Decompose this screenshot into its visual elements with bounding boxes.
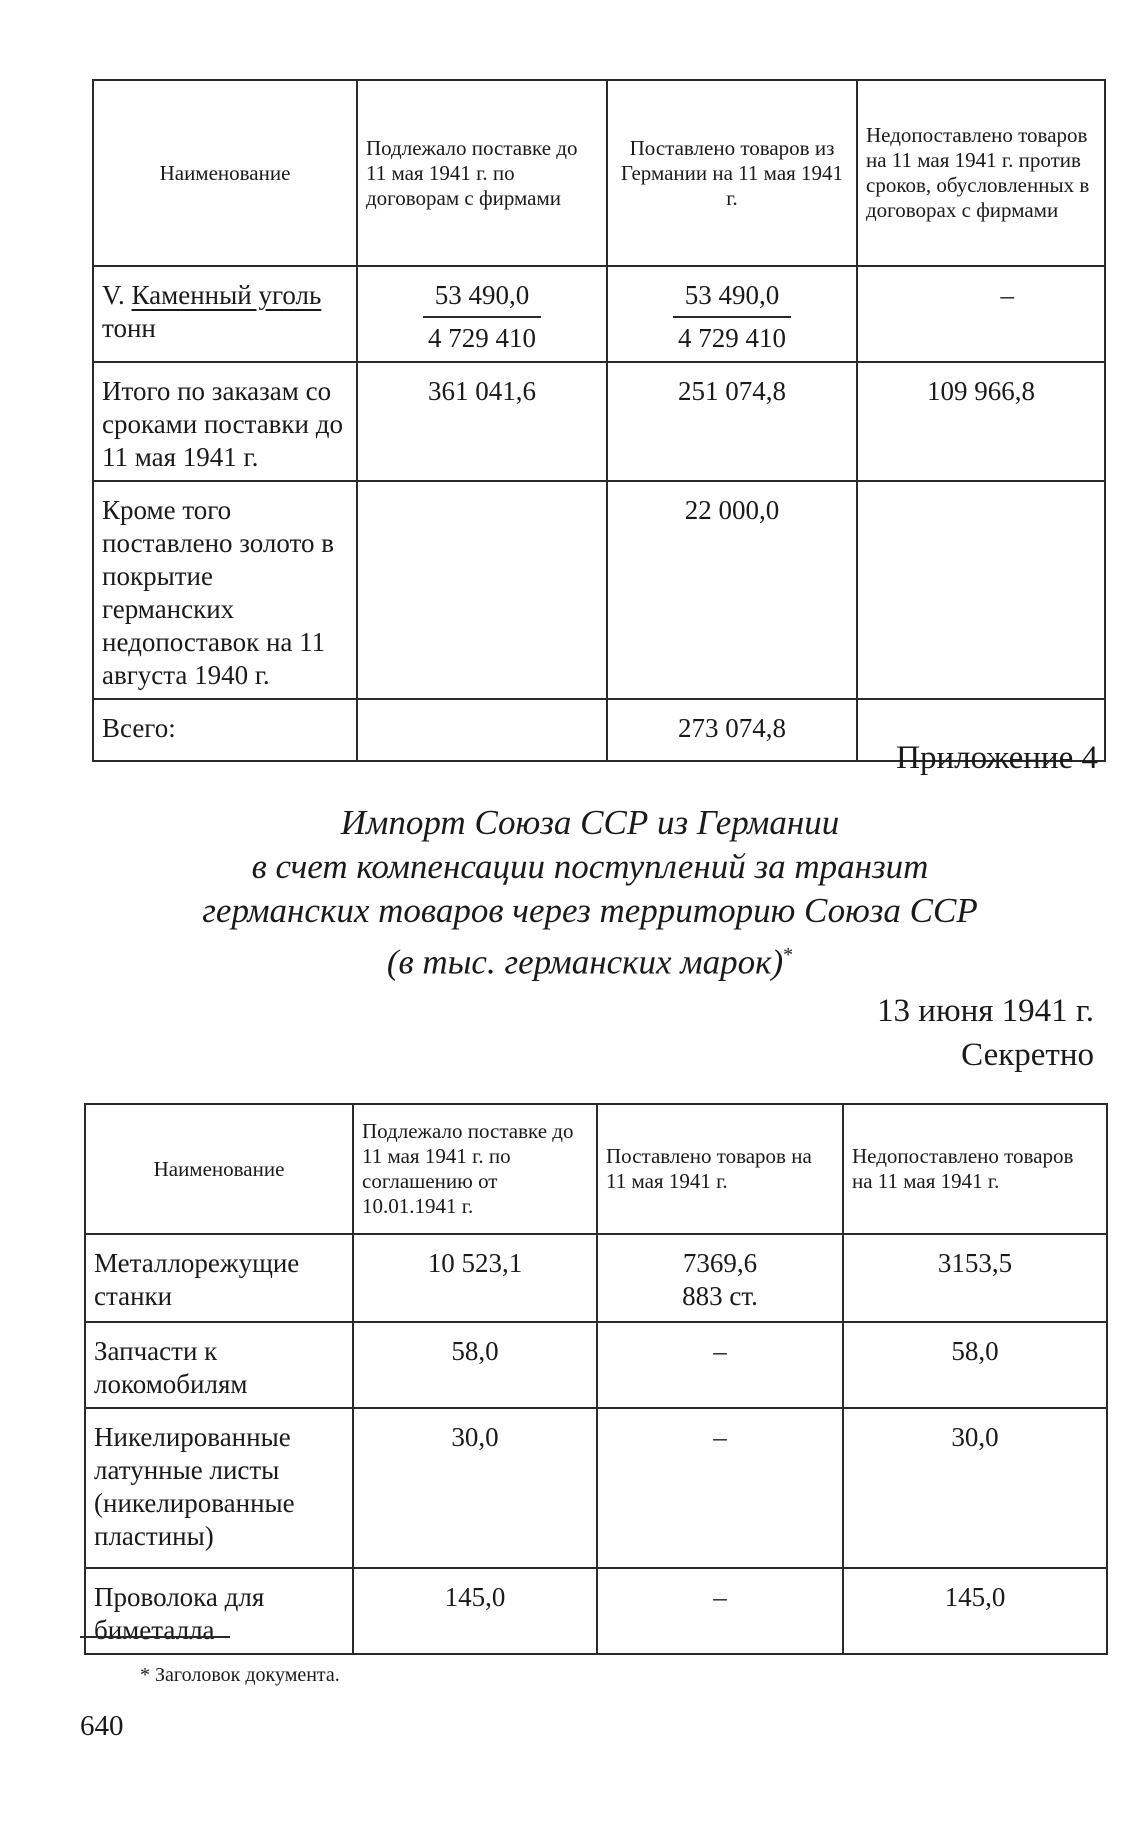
row-name-total-orders: Итого по заказам со сроками поставки до 11 мая 1941 г.	[93, 362, 357, 481]
cell-delivered: –	[597, 1322, 843, 1408]
header-due: Подлежало поставке до 11 мая 1941 г. по соглашению от 10.01.1941 г.	[353, 1104, 597, 1234]
header-name: Наименование	[93, 80, 357, 266]
classification-label: Секретно	[961, 1037, 1094, 1073]
cell-due: 58,0	[353, 1322, 597, 1408]
header-delivered: Поставлено товаров на 11 мая 1941 г.	[597, 1104, 843, 1234]
header-shortfall: Недопоставлено товаров на 11 мая 1941 г.	[843, 1104, 1107, 1234]
table-header-row	[85, 1104, 1107, 1234]
fraction: $\frac{53 490,0}{4 729 410}$	[423, 279, 542, 355]
cell-due: 10 523,1	[353, 1234, 597, 1322]
document-date: 13 июня 1941 г.	[877, 993, 1094, 1029]
cell-due: 30,0	[353, 1408, 597, 1568]
cell-due: 145,0	[353, 1568, 597, 1654]
document-title: Импорт Союза ССР из Германии в счет компенсации поступлений за транзит германских товаров через территорию Союза ССР (в тыс. германских марок)*	[202, 803, 978, 982]
table-header-row	[93, 80, 1105, 266]
fraction: $\frac{53 490,0}{4 729 410}$	[673, 279, 792, 355]
table-row	[85, 1322, 1107, 1408]
cell-due	[357, 266, 607, 362]
cell-shortfall: 109 966,8	[857, 362, 1105, 481]
cell-shortfall: 58,0	[843, 1322, 1107, 1408]
cell-delivered: –	[597, 1568, 843, 1654]
table-row	[85, 1568, 1107, 1654]
cell-shortfall	[857, 481, 1105, 699]
cell-delivered: –	[597, 1408, 843, 1568]
row-name-gold: Кроме того поставлено золото в покрытие германских недопоставок на 11 августа 1940 г.	[93, 481, 357, 699]
row-name: Никелированные латунные листы (никелированные пластины)	[85, 1408, 353, 1568]
footnote-mark: *	[783, 944, 794, 966]
row-name: Проволока для биметалла	[85, 1568, 353, 1654]
cell-delivered: 7369,6 883 ст.	[597, 1234, 843, 1322]
cell-delivered: 251 074,8	[607, 362, 857, 481]
table-row	[93, 362, 1105, 481]
header-delivered: Поставлено товаров из Германии на 11 мая 1941 г.	[607, 80, 857, 266]
table-row	[93, 481, 1105, 699]
cell-shortfall: 30,0	[843, 1408, 1107, 1568]
header-shortfall: Недопоставлено товаров на 11 мая 1941 г. против сроков, обусловленных в договорах с фирмами	[857, 80, 1105, 266]
cell-shortfall: 145,0	[843, 1568, 1107, 1654]
row-name-grand-total: Всего:	[93, 699, 357, 761]
cell-due: 361 041,6	[357, 362, 607, 481]
row-name: Металлорежущие станки	[85, 1234, 353, 1322]
cell-due	[357, 699, 607, 761]
import-compensation-table	[84, 1103, 1108, 1655]
cell-delivered: 22 000,0	[607, 481, 857, 699]
row-name: Запчасти к локомобилям	[85, 1322, 353, 1408]
table-row	[93, 266, 1105, 362]
cell-due	[357, 481, 607, 699]
footnote-divider	[80, 1636, 230, 1638]
page-number: 640	[80, 1710, 124, 1742]
cell-delivered: 273 074,8	[607, 699, 857, 761]
table-row	[85, 1234, 1107, 1322]
header-due: Подлежало поставке до 11 мая 1941 г. по договорам с фирмами	[357, 80, 607, 266]
header-name: Наименование	[85, 1104, 353, 1234]
cell-shortfall: –	[857, 266, 1105, 362]
footnote: * Заголовок документа.	[140, 1664, 340, 1686]
cell-delivered	[607, 266, 857, 362]
deliveries-table-firms	[92, 79, 1106, 762]
appendix-label: Приложение 4	[896, 740, 1098, 776]
row-name-coal: V. Каменный уголь тонн	[93, 266, 357, 362]
table-row	[85, 1408, 1107, 1568]
cell-shortfall: 3153,5	[843, 1234, 1107, 1322]
